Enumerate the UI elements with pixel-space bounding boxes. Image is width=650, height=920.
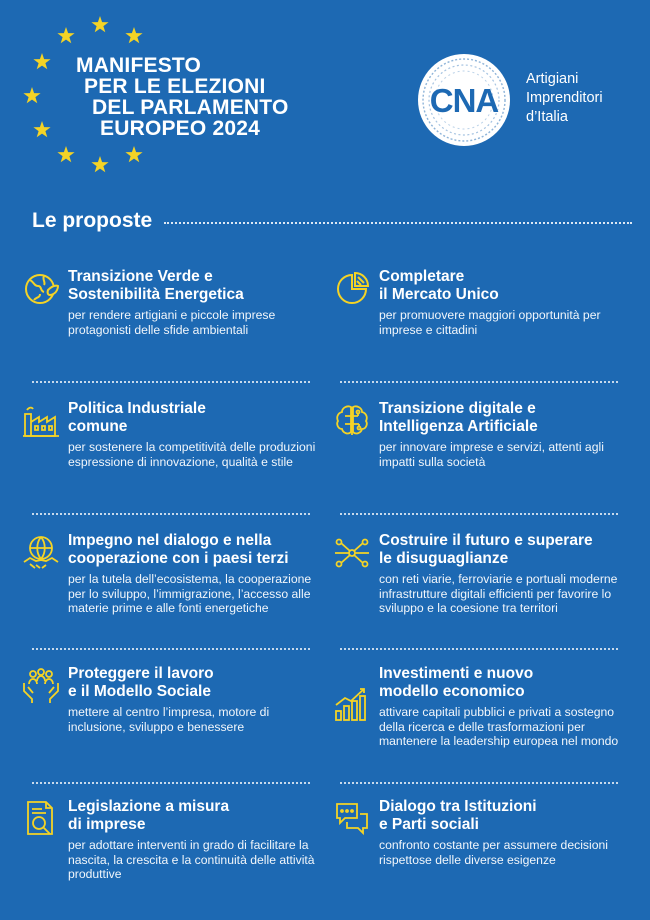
proposal-description: mettere al centro l’impresa, motore di inclusione, sviluppo e benessere (68, 705, 270, 734)
proposal-title: Dialogo tra Istituzioni e Parti sociali (379, 798, 537, 833)
org-line: Artigiani (526, 71, 579, 87)
proposal-description: attivare capitali pubblici e privati a sostegno della ricerca e delle trasformazioni per mantenere la leadership europea nel mondo (379, 705, 619, 748)
proposal-description: confronto costante per assumere decisioni rispettose delle diverse esigenze (379, 838, 608, 867)
title-line: MANIFESTO (76, 54, 202, 77)
proposal-title: Costruire il futuro e superare le disuguaglianze (379, 532, 593, 567)
pie-chart-icon (333, 270, 371, 308)
title-line: PER LE ELEZIONI (84, 75, 266, 98)
proposal-title: Legislazione a misura di imprese (68, 798, 230, 833)
section-title: Le proposte (32, 209, 153, 232)
section-header (32, 207, 632, 235)
factory-icon (22, 402, 60, 440)
logo-text: CNA (429, 82, 499, 119)
proposal-description: per adottare interventi in grado di facilitare la nascita, la crescita e la continuità delle attività produttive (68, 838, 315, 881)
dotted-divider (32, 381, 310, 383)
proposal-description: con reti viarie, ferroviarie e portuali moderne infrastrutture digitali efficienti per favorire lo sviluppo e la coesione tra territori (379, 572, 618, 615)
proposal-title: Transizione Verde e Sostenibilità Energetica (68, 268, 244, 303)
globe-leaf-icon (22, 270, 60, 308)
org-line: d’Italia (526, 109, 568, 125)
page-title (76, 55, 376, 139)
dotted-divider (164, 222, 632, 224)
proposal-description: per promuovere maggiori opportunità per imprese e cittadini (379, 308, 601, 337)
dotted-divider (32, 513, 310, 515)
proposal-title: Transizione digitale e Intelligenza Artificiale (379, 400, 538, 435)
network-icon (333, 534, 371, 572)
title-line: DEL PARLAMENTO (92, 96, 289, 119)
proposal-description: per innovare imprese e servizi, attenti agli impatti sulla società (379, 440, 604, 469)
proposal-title: Proteggere il lavoro e il Modello Sociale (68, 665, 214, 700)
document-search-icon (22, 800, 60, 838)
org-line: Imprenditori (526, 90, 603, 106)
cna-logo (416, 52, 512, 148)
dotted-divider (340, 782, 618, 784)
proposal-title: Completare il Mercato Unico (379, 268, 499, 303)
growth-chart-icon (333, 685, 371, 723)
title-line: EUROPEO 2024 (100, 117, 260, 140)
dotted-divider (340, 381, 618, 383)
dotted-divider (32, 648, 310, 650)
proposal-description: per la tutela dell’ecosistema, la cooperazione per lo sviluppo, l’immigrazione, l’accesso alle materie prime e alle fonti energetiche (68, 572, 312, 615)
speech-bubbles-icon (333, 800, 371, 838)
people-hands-icon (22, 667, 60, 705)
proposal-title: Impegno nel dialogo e nella cooperazione con i paesi terzi (68, 532, 289, 567)
proposal-description: per rendere artigiani e piccole imprese protagonisti delle sfide ambientali (68, 308, 276, 337)
globe-handshake-icon (22, 534, 60, 572)
dotted-divider (340, 648, 618, 650)
organization-name (526, 70, 603, 127)
proposal-title: Politica Industriale comune (68, 400, 206, 435)
proposal-description: per sostenere la competitività delle produzioni espressione di innovazione, qualità e stile (68, 440, 316, 469)
ai-brain-icon (333, 402, 371, 440)
dotted-divider (32, 782, 310, 784)
dotted-divider (340, 513, 618, 515)
proposal-title: Investimenti e nuovo modello economico (379, 665, 534, 700)
